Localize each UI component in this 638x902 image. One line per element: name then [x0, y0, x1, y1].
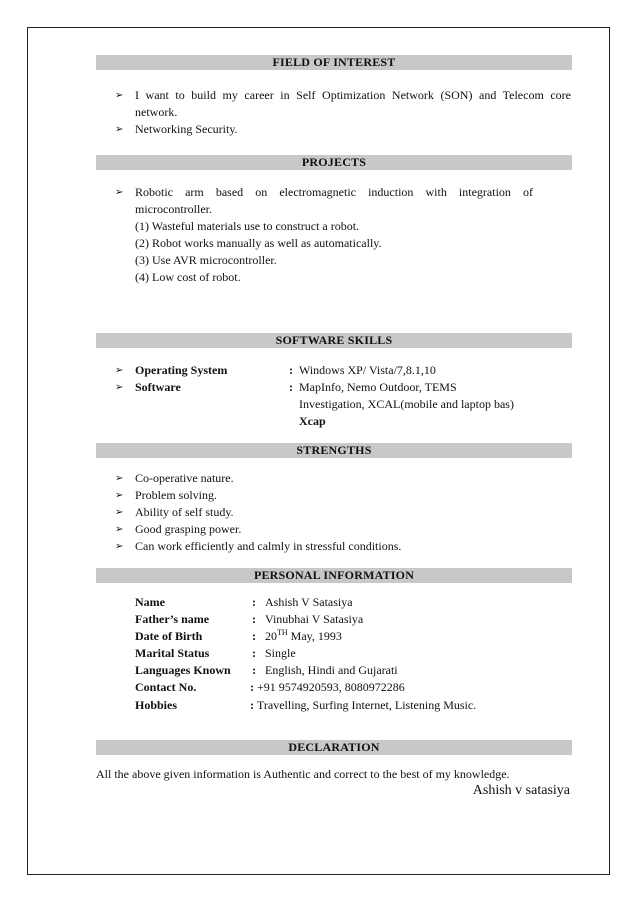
section-header-projects: PROJECTS [96, 155, 572, 170]
hobbies-label: Hobbies [135, 698, 178, 712]
arrow-bullet-icon: ➢ [115, 365, 124, 376]
languages-value: English, Hindi and Gujarati [265, 663, 398, 677]
software-label: Software [135, 380, 181, 394]
hobbies-colon: : [250, 698, 254, 712]
contact-value: +91 9574920593, 8080972286 [257, 680, 405, 694]
dob-colon: : [252, 629, 256, 643]
software-colon: : [289, 380, 293, 394]
project-subitem-1: (1) Wasteful materials use to construct a robot. [135, 219, 360, 233]
arrow-bullet-icon: ➢ [115, 524, 124, 535]
section-header-field-of-interest: FIELD OF INTEREST [96, 55, 572, 70]
languages-label: Languages Known [135, 663, 231, 677]
strength-item-4: Good grasping power. [135, 522, 242, 536]
os-colon: : [289, 363, 293, 377]
name-label: Name [135, 595, 165, 609]
languages-colon: : [252, 663, 256, 677]
section-header-software-skills: SOFTWARE SKILLS [96, 333, 572, 348]
strength-item-1: Co-operative nature. [135, 471, 234, 485]
name-colon: : [252, 595, 256, 609]
interest-item-1: I want to build my career in Self Optimization Network (SON) and Telecom core [135, 88, 571, 102]
arrow-bullet-icon: ➢ [115, 490, 124, 501]
name-value: Ashish V Satasiya [265, 595, 353, 609]
software-value-line-3: Xcap [299, 414, 326, 428]
project-main-line-2: microcontroller. [135, 202, 212, 216]
father-name-label: Father’s name [135, 612, 210, 626]
hobbies-value: Travelling, Surfing Internet, Listening Music. [257, 698, 477, 712]
strength-item-5: Can work efficiently and calmly in stressful conditions. [135, 539, 402, 553]
section-header-personal-information: PERSONAL INFORMATION [96, 568, 572, 583]
marital-status-value: Single [265, 646, 296, 660]
section-header-declaration: DECLARATION [96, 740, 572, 755]
marital-status-label: Marital Status [135, 646, 210, 660]
arrow-bullet-icon: ➢ [115, 124, 124, 135]
project-subitem-3: (3) Use AVR microcontroller. [135, 253, 277, 267]
dob-suffix: TH [277, 628, 288, 637]
contact-label: Contact No. [135, 680, 197, 694]
declaration-text: All the above given information is Authentic and correct to the best of my knowledge. [96, 767, 510, 781]
father-name-value: Vinubhai V Satasiya [265, 612, 364, 626]
signature-name: Ashish v satasiya [472, 783, 570, 798]
dob-rest: May, 1993 [287, 629, 342, 643]
os-value: Windows XP/ Vista/7,8.1,10 [299, 363, 436, 377]
arrow-bullet-icon: ➢ [115, 541, 124, 552]
project-subitem-4: (4) Low cost of robot. [135, 270, 241, 284]
strength-item-3: Ability of self study. [135, 505, 234, 519]
section-header-strengths: STRENGTHS [96, 443, 572, 458]
arrow-bullet-icon: ➢ [115, 187, 124, 198]
dob-label: Date of Birth [135, 629, 203, 643]
interest-item-1-cont: network. [135, 105, 178, 119]
contact-colon: : [250, 680, 254, 694]
arrow-bullet-icon: ➢ [115, 90, 124, 101]
dob-day: 20 [265, 629, 277, 643]
software-value-line-1: MapInfo, Nemo Outdoor, TEMS [299, 380, 457, 394]
software-value-line-2: Investigation, XCAL(mobile and laptop bas) [299, 397, 514, 411]
arrow-bullet-icon: ➢ [115, 382, 124, 393]
strength-item-2: Problem solving. [135, 488, 218, 502]
project-subitem-2: (2) Robot works manually as well as automatically. [135, 236, 382, 250]
project-main-line-1: Robotic arm based on electromagnetic induction with integration of [135, 185, 533, 199]
arrow-bullet-icon: ➢ [115, 473, 124, 484]
marital-status-colon: : [252, 646, 256, 660]
father-name-colon: : [252, 612, 256, 626]
interest-item-2: Networking Security. [135, 122, 238, 136]
os-label: Operating System [135, 363, 228, 377]
arrow-bullet-icon: ➢ [115, 507, 124, 518]
dob-value [265, 628, 342, 645]
